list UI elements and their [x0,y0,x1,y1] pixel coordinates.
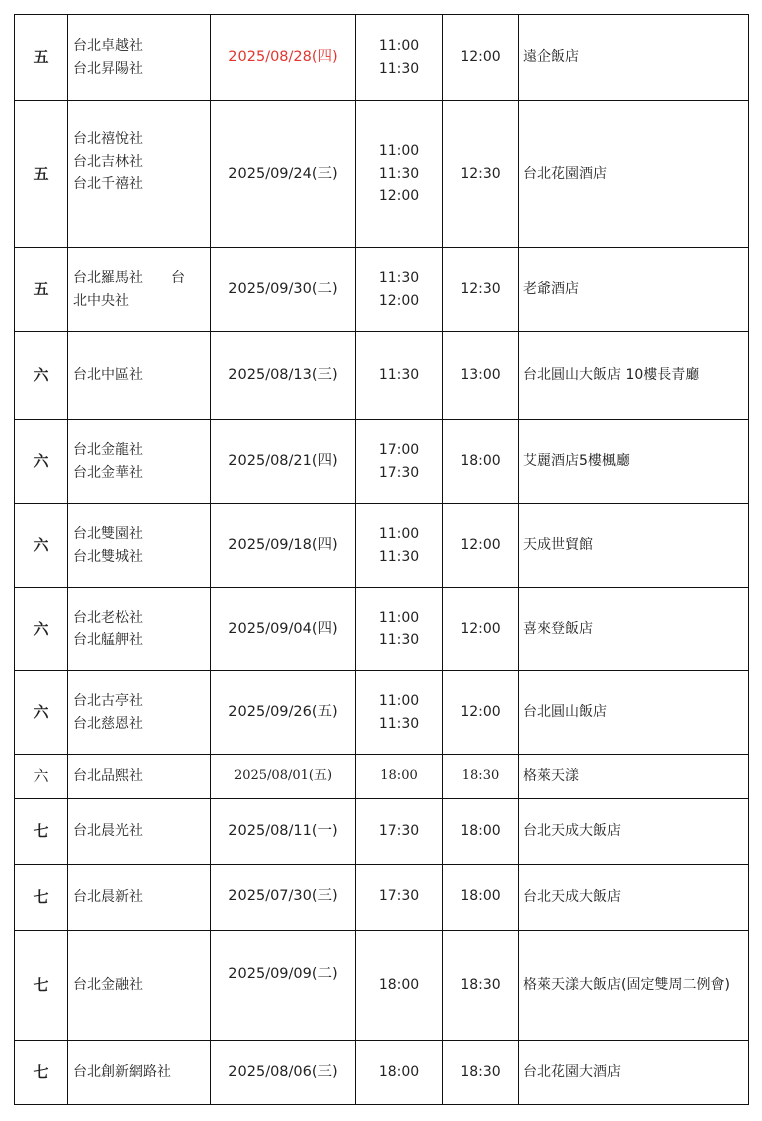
club-name: 台北晨新社 [73,889,143,906]
meeting-schedule-table [14,14,749,1105]
time-cell [356,248,443,332]
area-cell: 六 [15,671,68,755]
date-cell: 2025/09/30(二) [211,248,356,332]
table-row [15,15,749,101]
club-name: 台北中區社 [73,367,143,384]
time-value: 11:00 [378,38,420,54]
meal-time-cell: 18:00 [443,865,519,931]
club-name: 台北雙園社 [73,526,143,542]
time-value: 11:00 [378,526,420,542]
meal-time-cell: 18:30 [443,755,519,799]
table-row [15,865,749,931]
date-cell: 2025/09/24(三) [211,101,356,248]
date-cell: 2025/08/06(三) [211,1041,356,1105]
venue-cell: 遠企飯店 [519,15,749,101]
meal-time-cell: 12:00 [443,504,519,588]
time-value: 18:00 [380,768,418,784]
table-row [15,420,749,504]
venue-cell: 喜來登飯店 [519,588,749,671]
meal-time-cell: 13:00 [443,332,519,420]
date-cell: 2025/09/04(四) [211,588,356,671]
date-cell: 2025/07/30(三) [211,865,356,931]
venue-cell: 台北圓山飯店 [519,671,749,755]
time-cell [356,504,443,588]
area-cell: 七 [15,865,68,931]
club-name: 台北千禧社 [73,176,143,192]
time-value: 17:30 [378,464,420,481]
area-cell: 六 [15,755,68,799]
meal-time-cell: 12:00 [443,671,519,755]
area-cell: 七 [15,1041,68,1105]
area-cell: 七 [15,799,68,865]
time-cell [356,101,443,248]
meal-time-cell: 18:00 [443,799,519,865]
time-value: 18:00 [378,1064,420,1081]
date-cell: 2025/09/18(四) [211,504,356,588]
date-cell: 2025/08/01(五) [211,755,356,799]
schedule-page [14,14,748,1105]
table-row [15,799,749,865]
venue-cell: 台北圓山大飯店 10樓長青廳 [519,332,749,420]
club-cell [68,931,211,1041]
time-value: 17:00 [378,442,420,458]
date-cell: 2025/08/28(四) [211,15,356,101]
meal-time-cell: 12:30 [443,248,519,332]
club-name: 台北禧悅社 [73,131,143,147]
time-value: 11:00 [378,143,420,160]
venue-cell: 艾麗酒店5樓楓廳 [519,420,749,504]
time-value: 11:00 [378,693,420,709]
time-cell [356,931,443,1041]
table-row [15,931,749,1041]
table-row [15,671,749,755]
venue-cell: 台北天成大飯店 [519,865,749,931]
venue-cell: 老爺酒店 [519,248,749,332]
club-name: 北中央社 [73,292,129,309]
time-value: 11:00 [378,609,420,626]
club-cell [68,588,211,671]
table-row [15,755,749,799]
meal-time-cell: 12:00 [443,15,519,101]
meal-time-cell: 18:30 [443,1041,519,1105]
table-row [15,248,749,332]
time-cell [356,15,443,101]
time-value: 11:30 [378,715,420,732]
club-cell [68,15,211,101]
club-name: 台北金龍社 [73,442,143,458]
club-name: 台北金華社 [73,464,143,481]
club-name: 台北慈恩社 [73,715,143,732]
area-cell: 六 [15,504,68,588]
area-cell: 七 [15,931,68,1041]
club-cell [68,420,211,504]
club-name: 台北老松社 [73,609,143,626]
meal-time-cell: 18:00 [443,420,519,504]
club-name: 台北昇陽社 [73,60,143,77]
time-cell [356,671,443,755]
club-name: 台北金融社 [73,977,143,994]
club-cell [68,248,211,332]
venue-cell: 台北花園酒店 [519,101,749,248]
time-cell [356,332,443,420]
club-cell [68,332,211,420]
venue-cell: 格萊天漾 [519,755,749,799]
time-cell [356,1041,443,1105]
meal-time-cell: 12:30 [443,101,519,248]
area-cell: 六 [15,332,68,420]
time-cell [356,865,443,931]
venue-cell: 格萊天漾大飯店(固定雙周二例會) [519,931,749,1041]
club-name: 台北羅馬社 台 [73,270,185,286]
table-row [15,1041,749,1105]
venue-cell: 台北花園大酒店 [519,1041,749,1105]
area-cell: 五 [15,15,68,101]
time-value: 11:30 [378,632,420,648]
club-cell [68,671,211,755]
area-cell: 五 [15,248,68,332]
time-cell [356,420,443,504]
time-value: 11:30 [378,165,420,182]
date-cell: 2025/08/13(三) [211,332,356,420]
club-cell [68,101,211,248]
meal-time-cell: 18:30 [443,931,519,1041]
time-value: 12:00 [378,292,420,309]
club-name: 台北雙城社 [73,548,143,565]
time-value: 11:30 [378,60,420,77]
club-name: 台北晨光社 [73,823,143,840]
time-cell [356,755,443,799]
date-cell: 2025/08/21(四) [211,420,356,504]
date-cell: 2025/09/09(二) [211,931,356,1041]
time-value: 17:30 [378,823,420,839]
club-cell [68,504,211,588]
club-cell [68,755,211,799]
time-value: 11:30 [378,367,420,384]
time-value: 17:30 [378,888,420,904]
date-cell: 2025/08/11(一) [211,799,356,865]
time-value: 11:30 [378,270,420,286]
table-row [15,504,749,588]
table-row [15,101,749,248]
venue-cell: 天成世貿館 [519,504,749,588]
club-name: 台北品熙社 [73,768,143,785]
time-value: 18:00 [378,977,420,994]
club-cell [68,865,211,931]
area-cell: 六 [15,420,68,504]
club-name: 台北吉林社 [73,153,143,170]
club-cell [68,1041,211,1105]
time-value: 12:00 [378,188,420,205]
time-value: 11:30 [378,548,420,565]
club-name: 台北艋舺社 [73,632,143,648]
table-row [15,332,749,420]
date-cell: 2025/09/26(五) [211,671,356,755]
area-cell: 五 [15,101,68,248]
table-row [15,588,749,671]
area-cell: 六 [15,588,68,671]
club-name: 台北創新網路社 [73,1064,171,1081]
time-cell [356,799,443,865]
club-name: 台北卓越社 [73,38,143,54]
meal-time-cell: 12:00 [443,588,519,671]
club-cell [68,799,211,865]
time-cell [356,588,443,671]
venue-cell: 台北天成大飯店 [519,799,749,865]
club-name: 台北古亭社 [73,693,143,709]
